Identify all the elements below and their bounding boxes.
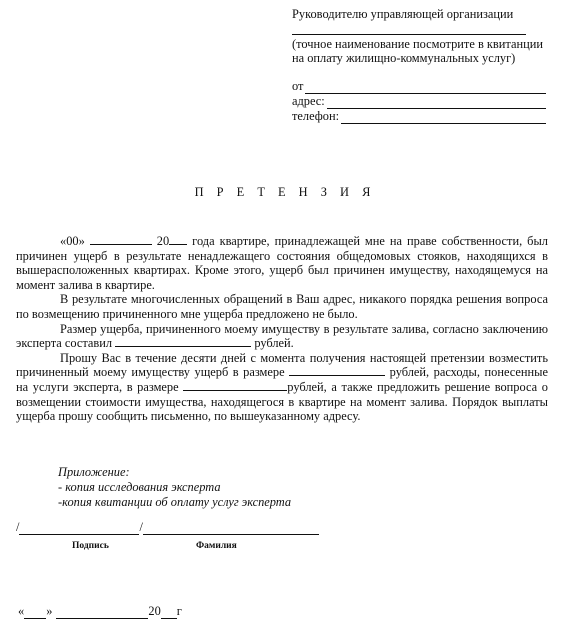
signature-labels <box>16 541 336 555</box>
date-close-quote: » <box>46 604 53 618</box>
date-year-blank[interactable] <box>161 607 177 619</box>
date-day-blank[interactable] <box>24 607 46 619</box>
phone-blank[interactable] <box>341 111 546 124</box>
sender-address-field[interactable] <box>292 94 554 109</box>
recipient-title: Руководителю управляющей организации <box>292 7 514 21</box>
address-blank[interactable] <box>327 96 546 109</box>
from-label: от <box>292 79 304 93</box>
slash-left: / <box>16 520 20 534</box>
date-field <box>18 604 182 619</box>
signature-block <box>16 520 336 555</box>
attachments-heading: Приложение: <box>58 465 130 479</box>
p1-text: года квартире, принадлежащей мне на праве собственности, был причинен ущерб в результате ненадлежащего состояния общедомовых стояков, находящихся в вышерасположенных квартирах. Кроме этого, ущерб был причинен имуществу, находящемуся на момент залива в квартире. <box>16 234 548 292</box>
organization-name-note: (точное наименование посмотрите в квитанции на оплату жилищно-коммунальных услуг) <box>292 37 543 65</box>
p4-text-c: рублей, а также предложить решение вопроса о возмещении стоимости имущества, находящегося в квартире на момент залива. Порядок выплаты ущерба прошу сообщить письменно, по вышеуказанному адресу. <box>16 379 548 424</box>
date-year-suffix: г <box>176 604 182 618</box>
p4-expert-amount-blank[interactable] <box>183 380 287 391</box>
p4-text-b: рублей, расходы, понесенные на услуги эксперта, в размере <box>16 365 548 394</box>
paragraph-4 <box>16 351 548 424</box>
attachments <box>58 465 291 510</box>
attachment-item: -копия квитанции об оплату услуг эксперта <box>58 495 292 509</box>
p1-year-prefix: 20 <box>156 234 170 248</box>
sender-fields <box>292 79 554 124</box>
surname-label: Фамилия <box>196 541 237 551</box>
p1-month-blank[interactable] <box>90 234 152 245</box>
p4-damage-amount-blank[interactable] <box>289 365 385 376</box>
p1-date-day: «00» <box>60 234 85 248</box>
signature-blank[interactable] <box>19 522 139 535</box>
document-title: П Р Е Т Е Н З И Я <box>194 185 376 199</box>
attachment-item: - копия исследования эксперта <box>58 480 221 494</box>
recipient-header <box>292 6 554 124</box>
paragraph-2: В результате многочисленных обращений в Ваш адрес, никакого порядка решения вопроса по возмещению причиненного мне ущерба предложено не было. <box>16 292 548 321</box>
organization-name-line[interactable] <box>292 22 526 35</box>
surname-blank[interactable] <box>143 522 319 535</box>
paragraph-3 <box>16 322 548 351</box>
from-blank[interactable] <box>305 81 546 94</box>
claim-body <box>16 234 548 424</box>
p1-year-blank[interactable] <box>169 234 187 245</box>
slash-middle: / <box>139 520 143 534</box>
p3-currency: рублей. <box>254 336 294 351</box>
signature-label: Подпись <box>72 541 109 551</box>
p3-amount-blank[interactable] <box>115 336 251 347</box>
p4-text-a: Прошу Вас в течение десяти дней с момента получения настоящей претензии возместить причиненный моему имуществу ущерб в размере <box>16 350 548 380</box>
date-month-blank[interactable] <box>56 607 148 619</box>
date-open-quote: « <box>18 604 25 618</box>
sender-phone-field[interactable] <box>292 109 554 124</box>
sender-from-field[interactable] <box>292 79 554 94</box>
address-label: адрес: <box>292 94 325 108</box>
date-year-prefix: 20 <box>148 604 161 618</box>
p3-text: Размер ущерба, причиненного моему имуществу в результате залива, согласно заключению эксперта составил <box>16 321 548 351</box>
paragraph-1 <box>16 234 548 292</box>
phone-label: телефон: <box>292 109 340 123</box>
signature-lines <box>16 520 336 535</box>
